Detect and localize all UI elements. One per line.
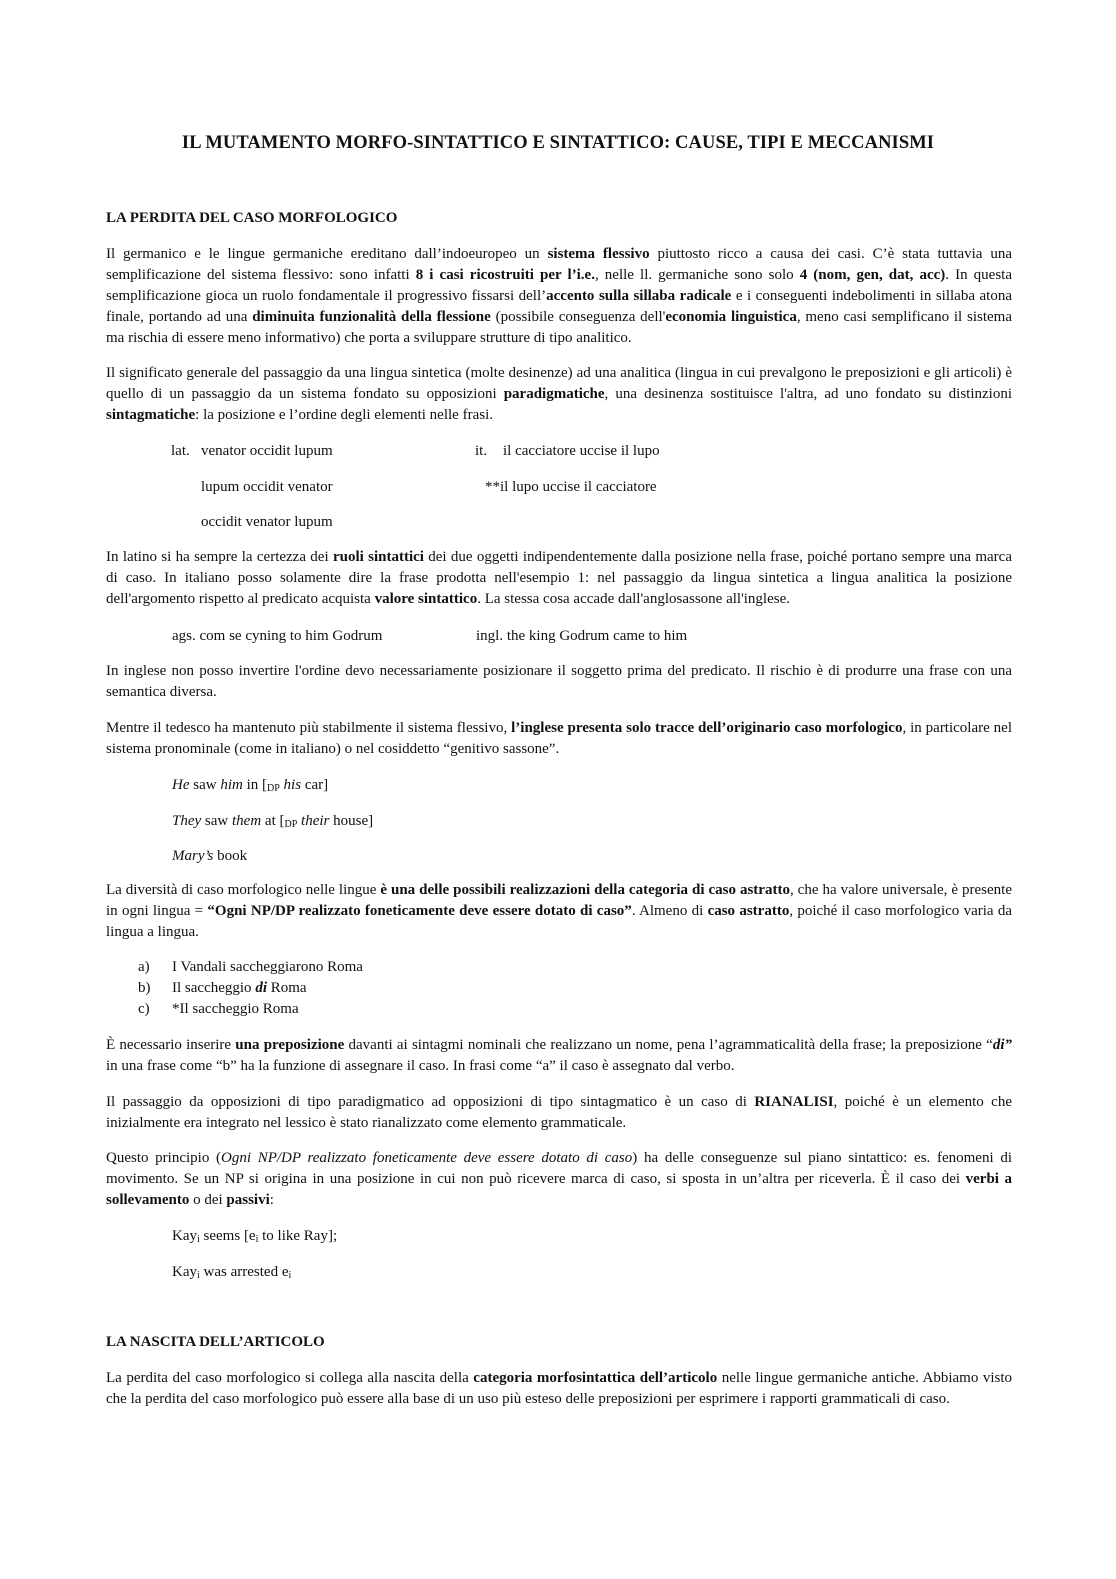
example-ingl: ingl. the king Godrum came to him	[476, 628, 688, 644]
section-heading-articolo: LA NASCITA DELL’ARTICOLO	[106, 1334, 325, 1350]
example-lat-label: lat.	[171, 443, 190, 459]
example-it-1: il cacciatore uccise il lupo	[503, 443, 660, 459]
example-passive: Kay$_i$ was arrested $e_i$	[172, 1264, 292, 1281]
example-it-2: **il lupo uccise il cacciatore	[485, 479, 657, 495]
paragraph-tracce-caso: Mentre il tedesco ha mantenuto più stabilmente il sistema flessivo, l’inglese presenta solo tracce dell’originario caso morfologico, in particolare nel sistema pronominale (come in italiano) o nel cosiddetto “genitivo sassone”.	[106, 720, 1013, 757]
paragraph-caso-astratto: La diversità di caso morfologico nelle lingue è una delle possibili realizzazioni della categoria di caso astratto, che ha valore universale, è presente in ogni lingua = “Ogni NP/DP realizzato foneticamente deve essere dotato di caso”. Almeno di caso astratto, poiché il caso morfologico varia da lingua a lingua.	[106, 882, 1012, 940]
example-raising: Kay$_i$ seems [$e_i$ to like Ray];	[172, 1228, 338, 1245]
paragraph-sintetica-analitica: Il significato generale del passaggio da una lingua sintetica (molte desinenze) ad una analitica (lingua in cui prevalgono le preposizioni e gli articoli) è quello di un passaggio da un sistema fondato su opposizioni paradigmatiche, una desinenza sostituisce l'altra, ad uno fondato su distinzioni sintagmatiche: la posizione e l’ordine degli elementi nelle frasi.	[106, 365, 1012, 423]
paragraph-ruoli-sintattici: In latino si ha sempre la certezza dei ruoli sintattici dei due oggetti indipendentemente dalla posizione nella frase, poiché portano sempre una marca di caso. In italiano posso solamente dire la frase prodotta nell'esempio 1: nel passaggio da lingua sintetica a lingua analitica la posizione dell'argomento rispetto al predicato acquista valore sintattico. La stessa cosa accade dall'anglosassone all'inglese.	[106, 549, 1012, 607]
example-lat-1: venator occidit lupum	[201, 443, 333, 459]
list-item: a) I Vandali saccheggiarono Roma	[138, 959, 363, 975]
paragraph-sistema-flessivo: Il germanico e le lingue germaniche ereditano dall’indoeuropeo un sistema flessivo piuttosto ricco a causa dei casi. C’è stata tuttavia una semplificazione del sistema flessivo: sono infatti 8 i casi ricostruiti per l’i.e., nelle ll. germaniche sono solo 4 (nom, gen, dat, acc). In questa semplificazione gioca un ruolo fondamentale il progressivo fissarsi dell’accento sulla sillaba radicale e i conseguenti indebolimenti in sillaba atona finale, portando ad una diminuita funzionalità della flessione (possibile conseguenza dell'economia linguistica, meno casi semplificano il sistema ma rischia di essere meno informativo) che porta a sviluppare strutture di tipo analitico.	[106, 246, 1013, 346]
list-item: b) Il saccheggio di Roma	[138, 980, 307, 996]
section-heading-caso-morfologico: LA PERDITA DEL CASO MORFOLOGICO	[106, 210, 398, 226]
paragraph-preposizione: È necessario inserire una preposizione davanti ai sintagmi nominali che realizzano un nome, pena l’agrammaticalità della frase; la preposizione “di” in una frase come “b” ha la funzione di assegnare il caso. In frasi come “a” il caso è assegnato dal verbo.	[106, 1037, 1013, 1074]
list-item: c) *Il saccheggio Roma	[138, 1001, 299, 1017]
example-lat-3: occidit venator lupum	[201, 514, 333, 530]
paragraph-nascita-articolo: La perdita del caso morfologico si collega alla nascita della categoria morfosintattica dell’articolo nelle lingue germaniche antiche. Abbiamo visto che la perdita del caso morfologico può essere alla base di un uso più esteso delle preposizioni per esprimere i rapporti grammaticali di caso.	[106, 1370, 1012, 1407]
example-genitive: Mary’s book	[172, 848, 248, 864]
example-pronominal-2: They saw them at [$_{DP}$ their house]	[172, 813, 374, 830]
example-it-label: it.	[475, 443, 488, 459]
paragraph-movimento: Questo principio (Ogni NP/DP realizzato foneticamente deve essere dotato di caso) ha delle conseguenze sul piano sintattico: es. fenomeni di movimento. Se un NP si origina in una posizione in cui non può ricevere marca di caso, si sposta in un’altra per riceverla. È il caso dei verbi a sollevamento o dei passivi:	[106, 1150, 1013, 1208]
example-pronominal-1: He saw him in [$_{DP}$ his car]	[172, 777, 329, 794]
example-lat-2: lupum occidit venator	[201, 479, 333, 495]
paragraph-rianalisi: Il passaggio da opposizioni di tipo paradigmatico ad opposizioni di tipo sintagmatico è un caso di RIANALISI, poiché è un elemento che inizialmente era integrato nel lessico è stato rianalizzato come elemento grammaticale.	[106, 1094, 1013, 1131]
document-title: IL MUTAMENTO MORFO-SINTATTICO E SINTATTICO: CAUSE, TIPI E MECCANISMI	[181, 133, 935, 153]
example-list	[138, 957, 363, 1020]
example-ags: ags. com se cyning to him Godrum	[172, 628, 383, 644]
paragraph-ordine-inglese: In inglese non posso invertire l'ordine devo necessariamente posizionare il soggetto prima del predicato. Il rischio è di produrre una frase con una semantica diversa.	[106, 663, 1012, 700]
